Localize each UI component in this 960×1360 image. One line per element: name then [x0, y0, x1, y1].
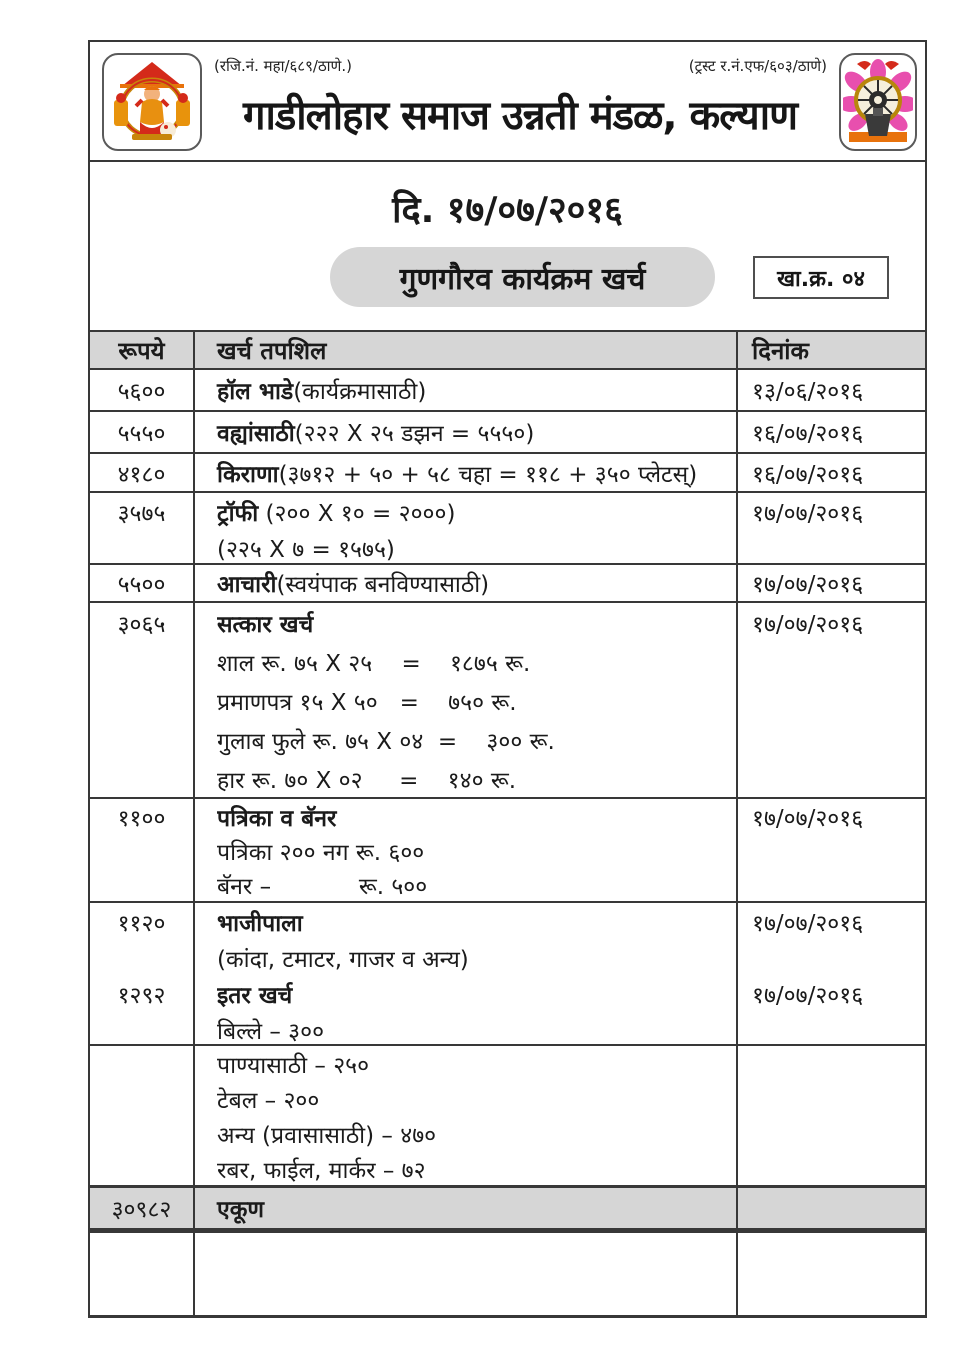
description-text: (३७१२ + ५० + ५८ चहा = ११८ + ३५० प्लेटस्) — [278, 461, 698, 488]
organization-title: गाडीलोहार समाज उन्नती मंडळ, कल्याण — [242, 93, 798, 139]
cell-line — [217, 1154, 736, 1185]
registration-number-left: (रजि.नं. महा/६८९/ठाणे.) — [214, 57, 353, 75]
expense-table — [90, 330, 925, 1316]
description-cell — [195, 412, 738, 452]
description-cell — [195, 454, 738, 491]
cell-line — [217, 978, 736, 1014]
description-text: अन्य (प्रवासासाठी) – ४७० — [217, 1123, 437, 1149]
header-date: दिनांक — [752, 336, 809, 365]
description-text: (कांदा, टमाटर, गाजर व अन्य) — [217, 947, 469, 973]
date-cell: १६/०७/२०१६ — [752, 461, 864, 488]
vishwakarma-deity-logo-icon — [102, 53, 202, 151]
cell-line — [752, 1049, 925, 1084]
description-cell — [195, 1188, 738, 1228]
cell-line: १७/०७/२०१६ — [752, 911, 864, 937]
lotus-wheel-anvil-logo-icon — [839, 53, 917, 151]
cell-line — [217, 532, 736, 563]
amount-cell — [90, 493, 195, 563]
lotus-wheel-emblem-graphic — [843, 56, 913, 148]
amount-cell — [90, 1233, 195, 1316]
table-body — [90, 368, 925, 1316]
date-cell: १६/०७/२०१६ — [752, 421, 864, 447]
description-text: रबर, फाईल, मार्कर – ७२ — [217, 1158, 426, 1184]
description-cell — [195, 903, 738, 1044]
table-row — [90, 410, 925, 452]
header-description: खर्च तपशिल — [195, 332, 738, 368]
account-number-box: खा.क्र. ०४ — [753, 256, 889, 299]
table-row — [90, 452, 925, 491]
description-bold: किराणा — [217, 461, 279, 488]
cell-line — [752, 942, 925, 978]
cell-line: १७/०७/२०१६ — [752, 612, 864, 638]
description-text: टेबल – २०० — [217, 1088, 320, 1114]
cell-line: ११२० — [117, 911, 166, 937]
cell-line: १७/०७/२०१६ — [752, 983, 864, 1009]
table-row — [90, 1231, 925, 1316]
table-row — [90, 601, 925, 797]
table-row — [90, 901, 925, 1044]
document-frame — [88, 40, 927, 1318]
cell-line — [217, 870, 736, 901]
description-bold: ट्रॉफी — [217, 501, 259, 527]
cell-line — [217, 684, 736, 723]
description-text: बॅनर – रू. ५०० — [217, 874, 428, 900]
table-row — [90, 491, 925, 563]
description-text: (कार्यक्रमासाठी) — [293, 379, 427, 405]
description-cell — [195, 603, 738, 797]
description-bold: सत्कार खर्च — [217, 612, 314, 638]
amount-cell — [90, 903, 195, 1044]
date-cell — [738, 603, 925, 797]
description-text: (२२२ X २५ डझन = ५५५०) — [294, 421, 535, 447]
date-cell: १३/०६/२०१६ — [752, 379, 864, 405]
date-cell — [738, 903, 925, 1044]
header-band — [90, 42, 925, 162]
amount-cell: ५५५० — [90, 412, 195, 452]
cell-line — [217, 1049, 736, 1084]
description-cell — [195, 370, 738, 410]
trust-number-right: (ट्रस्ट र.नं.एफ/६०३/ठाणे) — [688, 57, 827, 75]
description-text: पाण्यासाठी – २५० — [217, 1053, 370, 1079]
date-cell — [738, 1188, 925, 1228]
amount-cell — [90, 799, 195, 901]
description-cell — [195, 799, 738, 901]
date-cell — [738, 1046, 925, 1185]
date-cell — [738, 799, 925, 901]
cell-line: १७/०७/२०१६ — [752, 501, 864, 527]
subject-pill: गुणगौरव कार्यक्रम खर्च — [330, 247, 715, 307]
subheader-section — [90, 162, 925, 330]
document-date: दि. १७/०७/२०१६ — [392, 190, 623, 231]
description-text: गुलाब फुले रू. ७५ X ०४ = ३०० रू. — [217, 729, 555, 755]
cell-line — [90, 1049, 193, 1084]
description-text: हार रू. ७० X ०२ = १४० रू. — [217, 768, 517, 794]
date-cell: १७/०७/२०१६ — [752, 572, 864, 598]
description-bold: भाजीपाला — [217, 911, 303, 937]
table-row — [90, 1044, 925, 1185]
description-cell — [195, 493, 738, 563]
cell-line: १२९२ — [117, 983, 166, 1009]
table-row — [90, 368, 925, 410]
description-cell — [195, 565, 738, 601]
cell-line: ३५७५ — [117, 501, 166, 527]
date-cell — [738, 493, 925, 563]
total-row — [90, 1185, 925, 1231]
cell-line: ११०० — [117, 806, 166, 832]
cell-line — [217, 942, 736, 978]
amount-cell: ३०९८२ — [90, 1188, 195, 1228]
description-text: (स्वयंपाक बनविण्यासाठी) — [276, 572, 490, 598]
description-text: प्रमाणपत्र १५ X ५० = ७५० रू. — [217, 690, 517, 716]
description-text: बिल्ले – ३०० — [217, 1019, 325, 1044]
cell-line — [217, 802, 736, 836]
description-text: (२०० X १० = २०००) — [258, 501, 456, 527]
description-bold: पत्रिका व बॅनर — [217, 806, 337, 832]
cell-line — [217, 645, 736, 684]
description-bold: एकूण — [217, 1197, 265, 1223]
description-bold: इतर खर्च — [217, 983, 293, 1009]
cell-line — [217, 836, 736, 870]
table-header-row — [90, 330, 925, 368]
header-amount: रूपये — [90, 332, 195, 368]
cell-line — [217, 906, 736, 942]
description-text: शाल रू. ७५ X २५ = १८७५ रू. — [217, 651, 531, 677]
cell-line — [90, 942, 193, 978]
amount-cell: ५५०० — [90, 565, 195, 601]
description-text: (२२५ X ७ = १५७५) — [217, 537, 395, 563]
amount-cell — [90, 1046, 195, 1185]
description-cell — [195, 1046, 738, 1185]
description-text: पत्रिका २०० नग रू. ६०० — [217, 840, 425, 866]
table-row — [90, 797, 925, 901]
amount-cell: ५६०० — [90, 370, 195, 410]
cell-line — [217, 762, 736, 797]
amount-cell — [90, 603, 195, 797]
cell-line — [217, 1119, 736, 1154]
cell-line — [217, 723, 736, 762]
deity-emblem-graphic — [106, 56, 198, 148]
cell-line — [217, 1084, 736, 1119]
cell-line: १७/०७/२०१६ — [752, 806, 864, 832]
cell-line — [217, 606, 736, 645]
date-cell — [738, 1233, 925, 1316]
description-cell — [195, 1233, 738, 1316]
cell-line — [217, 1014, 736, 1044]
cell-line: ३०६५ — [117, 612, 166, 638]
description-bold: हॉल भाडे — [217, 379, 294, 405]
table-row — [90, 563, 925, 601]
description-bold: वह्यांसाठी — [217, 421, 295, 447]
description-bold: आचारी — [217, 572, 277, 598]
cell-line — [217, 496, 736, 532]
amount-cell: ४१८० — [90, 454, 195, 491]
